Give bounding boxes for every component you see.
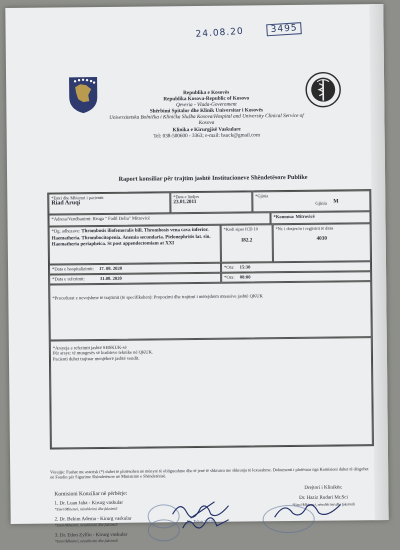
referral-date-value: 31.08. 2020 (99, 275, 122, 282)
gender-label: *Gjinia (255, 193, 269, 199)
reason-line: Pacienti duhet trajtuar menjëherë jashtë vendit. (52, 355, 140, 362)
commission-title: Komisioni Konziliar në përbërje: (54, 490, 128, 498)
icd-cell (221, 224, 273, 263)
handwritten-date: 24.08.20 (195, 26, 244, 40)
patient-name-cell (48, 192, 170, 214)
patient-name-value: Riad Aruqi (51, 200, 81, 207)
procedures-text: *Procedurat e nevojshme të trajtimit (të specifikohen): Propozimi dhe trajtimi i mëtejshëm mtensive jashtë QKUK (52, 293, 263, 301)
official-stamp (148, 519, 180, 541)
header-line: Klinika e Kirurgjisë Vaskulare (172, 126, 241, 133)
diagnosis-cell (49, 225, 221, 265)
file-number-label: *Nr. i dosjes/nr i regjistrit të ditës (275, 225, 334, 232)
handwritten-number: 3495 (266, 22, 302, 36)
hospitalization-time-value: 15:30 (239, 264, 251, 270)
file-number-cell (273, 223, 371, 262)
header-line: Shërbimi Spitalor dhe Klinik Universitar i Kosovës (149, 107, 263, 115)
member-name: 1. Dr. Luan Jaha - Kirurg vaskular (54, 500, 124, 507)
dob-cell (170, 191, 252, 213)
referral-form (47, 189, 374, 449)
director-caption: *Emri/Mbiemri, nënshkrimi dhe faksimili (292, 502, 355, 508)
institution-header (101, 89, 311, 140)
gender-code-label: Gjinia (315, 200, 327, 206)
form-note: Vërejtje: Fushat me asterisk (*) duhet të plotësohen në mënyrë të obligueshme dhe të jenë të shkruara me shkronja të lexueshme. Dokumenti i plotësuar nga Komisioni duhet të dërgohet në Fondin për Sigurime Shëndetësore në Ministrinë e Shëndetësisë. (50, 466, 369, 480)
header-line: Qeveria - Vlada-Government (175, 101, 237, 109)
reason-cell (50, 337, 373, 448)
member-name: 2. Dr. Bekim Adema - Kirurg vaskular (54, 516, 132, 523)
dob-label: *Data e lindjes (173, 193, 200, 200)
dob-value: 23.01.2011 (173, 199, 197, 206)
director-name: Dr. Haziz Rudari Mr.Sci (299, 495, 348, 501)
member-caption: *Emri/Mbiemri, nënshkrimi dhe faksimili (54, 506, 118, 512)
header-line: Univerzitetska Bolnička i Klinička Služba Kosova/Hospital and University Clinical Service of Kosova (109, 113, 304, 127)
address-text: *Adresa/Vendbanimi: Rruga " Fadil Deliu" Mitrovicë (51, 215, 151, 222)
municipality-cell (270, 211, 370, 224)
icd-label: *Kodi sipas ICD 10 (223, 226, 258, 232)
municipality-text: *Komuna: Mitrovicë (273, 213, 315, 220)
member-caption: *Emri/Mbiemri, nënshkrimi dhe faksimili (54, 522, 118, 528)
director-title: Drejtori i Klinikës: (304, 485, 343, 491)
kosovo-emblem-icon (67, 75, 99, 115)
document-title: Raport konsiliar për trajtim jashtë Institucioneve Shëndetësore Publike (118, 173, 308, 183)
reason-label: *Arsyeja e referimit jashtë SHSKUK-së (52, 344, 127, 351)
icd-value: I82.2 (241, 237, 253, 244)
director-signature (272, 498, 342, 521)
reason-line: Për arsye: të mungesës së kushteve teknike në QKUK. (52, 349, 154, 356)
member-name: 3. Dr. Edon Zylfiu - Kirurg vaskular (54, 532, 128, 539)
file-number-value: 4030 (316, 236, 327, 243)
hospitalization-date-value: 17. 08. 2020 (99, 265, 123, 272)
referral-date-label: *Data e referimit: (52, 276, 85, 282)
procedures-cell (49, 281, 372, 340)
referral-document (5, 4, 388, 544)
stamp-name: Dr. Edon Zylfiu (186, 518, 216, 525)
referral-time-value: 08:00 (239, 274, 251, 280)
hospitalization-date-label: *Data e hospitalizimit: (52, 266, 94, 272)
diagnosis-label: *Dg. adhezave: (51, 228, 81, 234)
patient-name-label: *Emri dhe Mbiemri i pacientit (51, 194, 104, 201)
header-line: Republika e Kosovës (183, 89, 230, 97)
gender-value: M (333, 198, 339, 205)
member-caption: *Emri/Mbiemri, nënshkrimi dhe faksimili (54, 538, 118, 544)
handwritten-reference (195, 22, 302, 41)
gender-cell (252, 190, 370, 212)
hospitalization-time-label: *Ora: (224, 264, 235, 270)
referral-time-label: *Ora: (224, 274, 235, 280)
diagnosis-text: Thrombosis iliofemoralis bill. Thrombosis vena cava inferior. Haematheria. Thrombocitopenia. Anemia secundaria. Pielonephritis lat. sin. Haematheria periapheica. St post appendectomiam at XXI (51, 227, 211, 248)
header-line: Republika Kosova-Republic of Kosovo (163, 95, 250, 103)
header-contact: Tel: 038-500600 - 3363; e-mail: hsuck@gmail.com (153, 131, 261, 140)
